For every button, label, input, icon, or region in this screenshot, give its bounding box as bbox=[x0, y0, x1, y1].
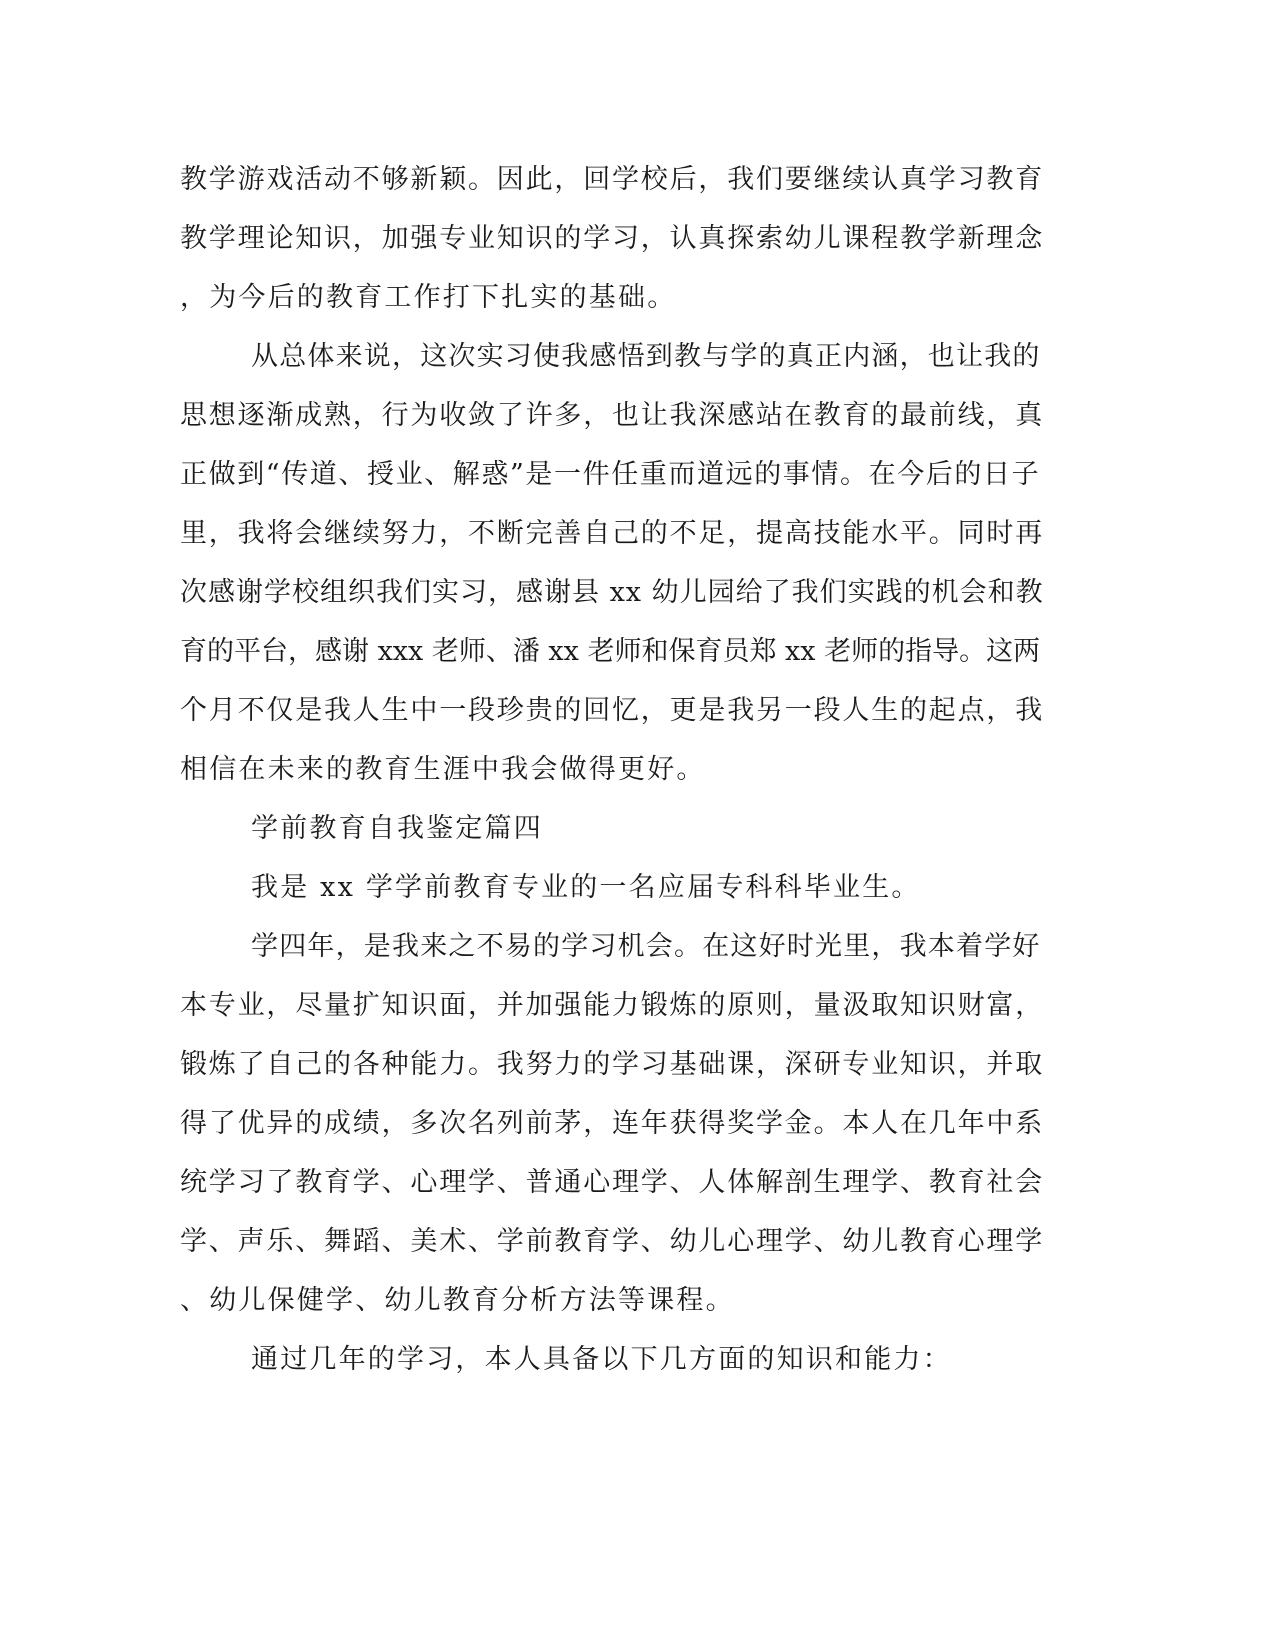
paragraph-4-line-4: 得了优异的成绩，多次名列前茅，连年获得奖学金。本人在几年中系 bbox=[180, 1108, 1044, 1139]
paragraph-5-line-1: 通过几年的学习，本人具备以下几方面的知识和能力： bbox=[251, 1344, 952, 1375]
paragraph-4-line-7: 、幼儿保健学、幼儿教育分析方法等课程。 bbox=[180, 1285, 735, 1316]
paragraph-3-line-1: 我是 xx 学学前教育专业的一名应届专科科毕业生。 bbox=[251, 872, 921, 903]
paragraph-1-line-3: ，为今后的教育工作打下扎实的基础。 bbox=[180, 282, 677, 313]
paragraph-2-line-6: 育的平台，感谢 xxx 老师、潘 xx 老师和保育员郑 xx 老师的指导。这两 bbox=[180, 636, 1041, 667]
paragraph-4-line-1: 学四年，是我来之不易的学习机会。在这好时光里，我本着学好 bbox=[251, 931, 1041, 962]
paragraph-2-line-1: 从总体来说，这次实习使我感悟到教与学的真正内涵，也让我的 bbox=[251, 341, 1041, 372]
paragraph-4-line-5: 统学习了教育学、心理学、普通心理学、人体解剖生理学、教育社会 bbox=[180, 1167, 1044, 1198]
paragraph-4-line-2: 本专业，尽量扩知识面，并加强能力锻炼的原则，量汲取知识财富， bbox=[180, 990, 1044, 1021]
section-heading: 学前教育自我鉴定篇四 bbox=[251, 813, 543, 844]
paragraph-2-line-4: 里，我将会继续努力，不断完善自己的不足，提高技能水平。同时再 bbox=[180, 518, 1044, 549]
paragraph-1-line-2: 教学理论知识，加强专业知识的学习，认真探索幼儿课程教学新理念 bbox=[180, 223, 1044, 254]
paragraph-2-line-8: 相信在未来的教育生涯中我会做得更好。 bbox=[180, 754, 706, 785]
paragraph-2-line-3: 正做到“传道、授业、解惑”是一件任重而道远的事情。在今后的日子 bbox=[180, 459, 1041, 490]
paragraph-2-line-2: 思想逐渐成熟，行为收敛了许多，也让我深感站在教育的最前线，真 bbox=[180, 400, 1044, 431]
paragraph-1-line-1: 教学游戏活动不够新颖。因此，回学校后，我们要继续认真学习教育 bbox=[180, 164, 1044, 195]
paragraph-4-line-6: 学、声乐、舞蹈、美术、学前教育学、幼儿心理学、幼儿教育心理学 bbox=[180, 1226, 1044, 1257]
paragraph-2-line-7: 个月不仅是我人生中一段珍贵的回忆，更是我另一段人生的起点，我 bbox=[180, 695, 1044, 726]
paragraph-4-line-3: 锻炼了自己的各种能力。我努力的学习基础课，深研专业知识，并取 bbox=[180, 1049, 1044, 1080]
paragraph-2-line-5: 次感谢学校组织我们实习，感谢县 xx 幼儿园给了我们实践的机会和教 bbox=[180, 577, 1044, 608]
